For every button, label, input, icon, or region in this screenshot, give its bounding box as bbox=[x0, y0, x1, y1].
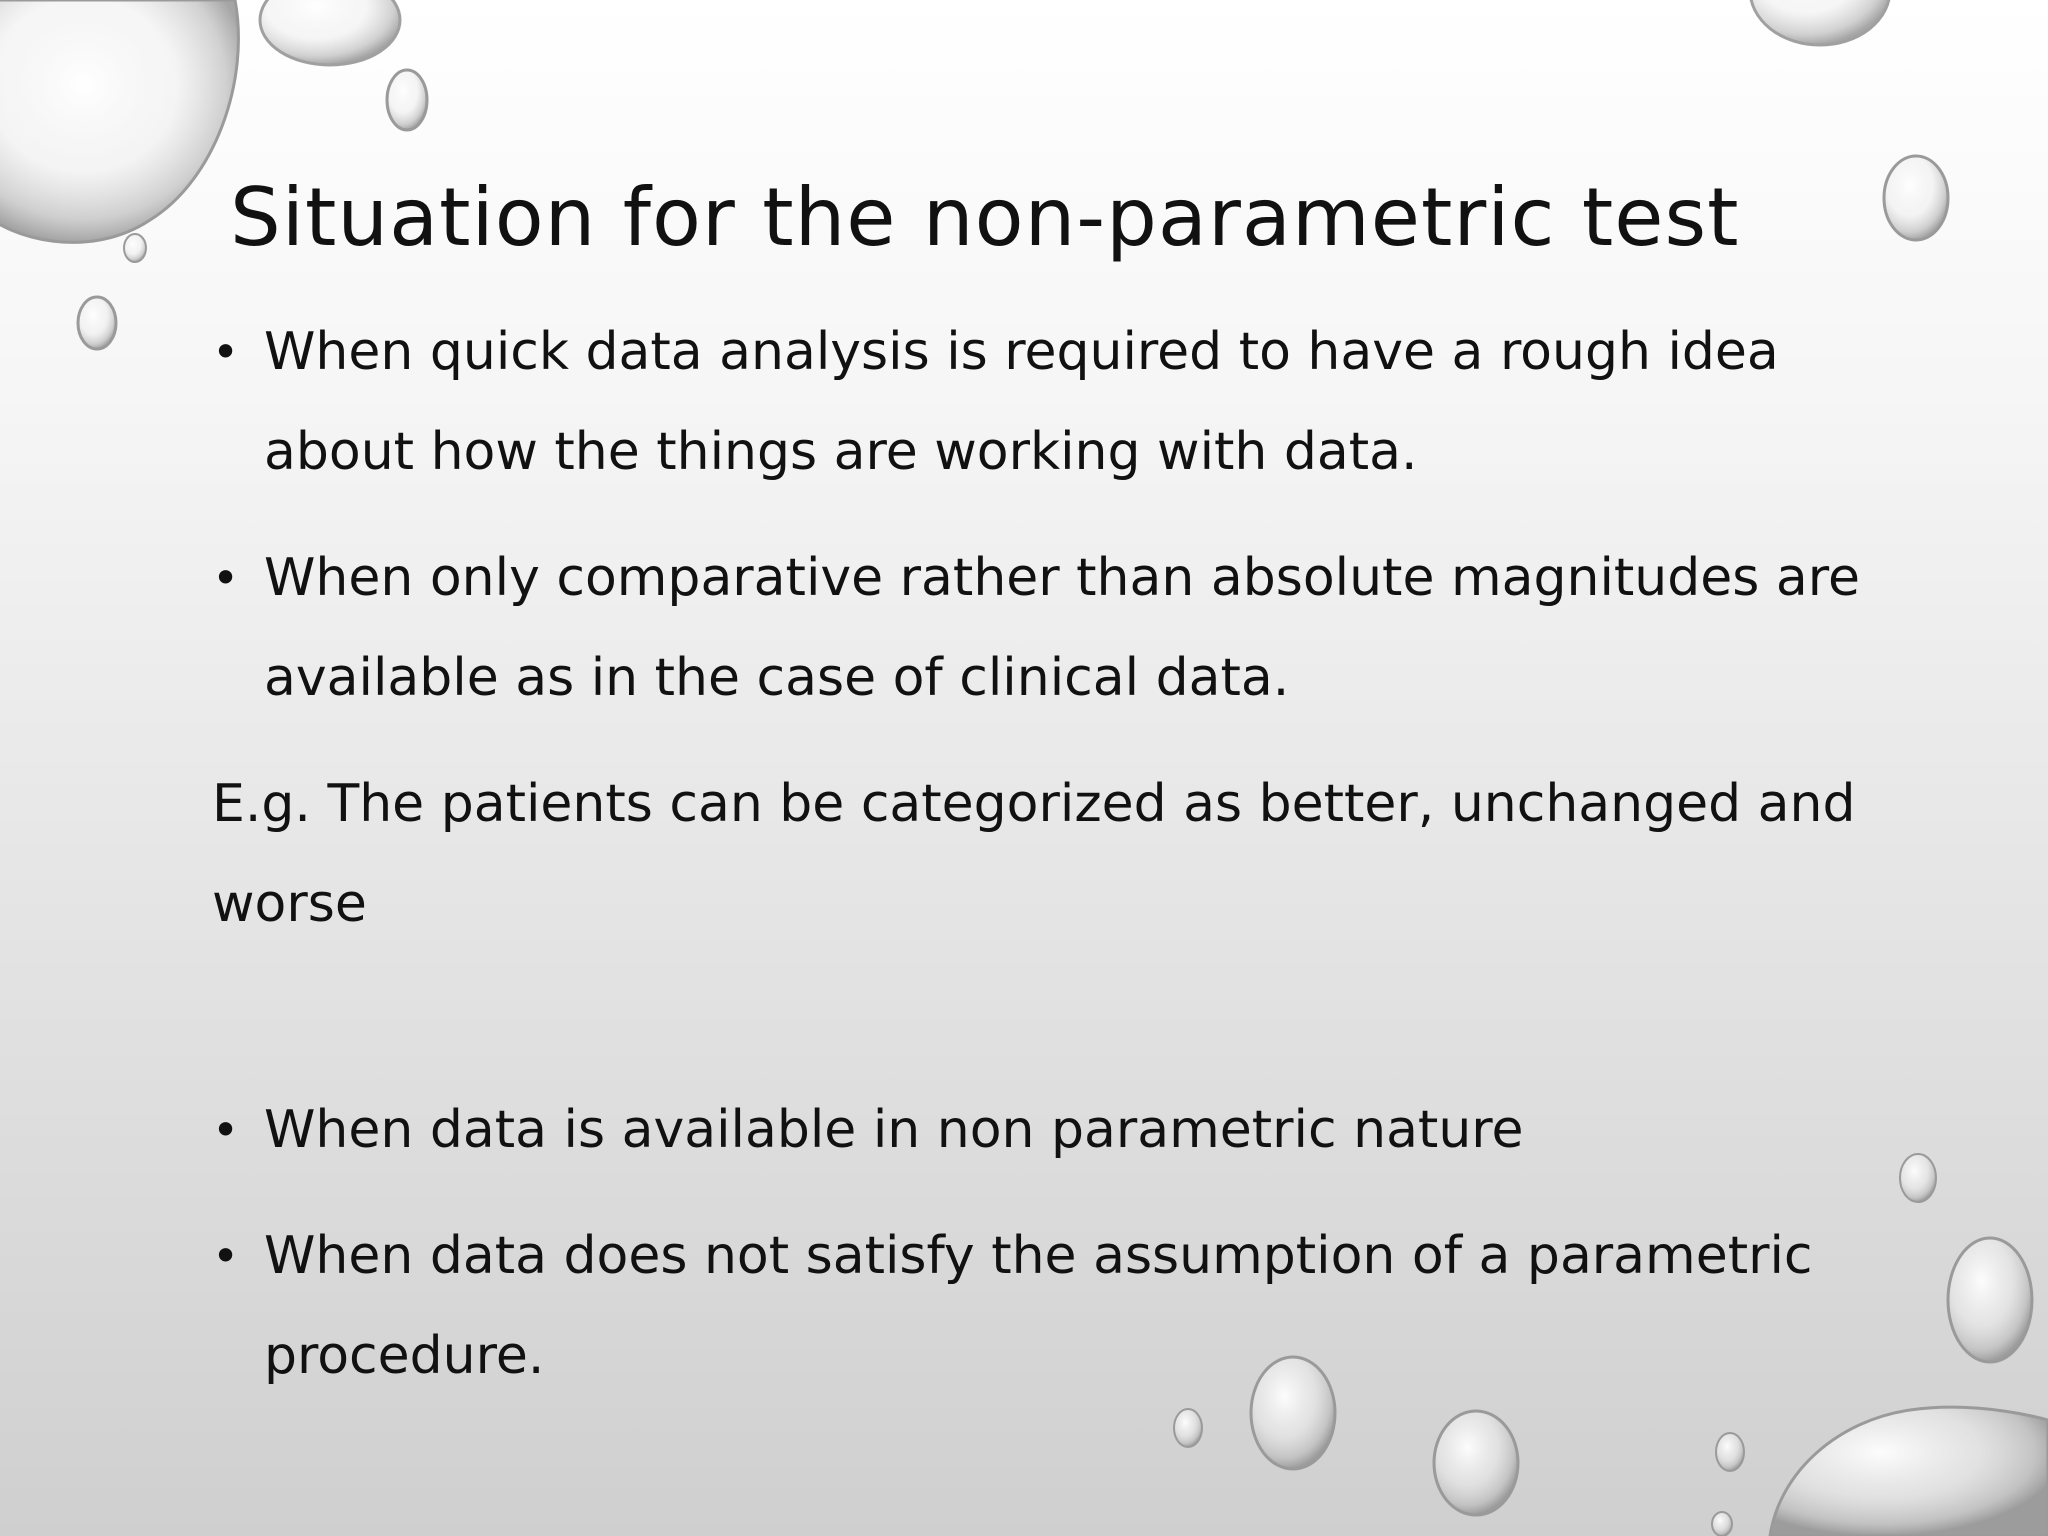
bullet-text: When only comparative rather than absolute magnitudes are available as in the case of clinical data. bbox=[264, 548, 1860, 708]
bullet-item bbox=[212, 302, 1932, 502]
drop-top-right-arc bbox=[1750, 0, 1890, 45]
bullet-icon: • bbox=[212, 325, 240, 379]
drop-top-left-large bbox=[0, 0, 238, 242]
bullet-item bbox=[212, 1080, 1932, 1180]
slide-title: Situation for the non-parametric test bbox=[230, 171, 1740, 264]
bullet-icon: • bbox=[212, 1103, 240, 1157]
bullet-item bbox=[212, 528, 1932, 728]
drop-bottom-5 bbox=[1712, 1512, 1732, 1536]
drop-small-3 bbox=[78, 297, 116, 349]
bullet-icon: • bbox=[212, 551, 240, 605]
drop-small-2 bbox=[124, 234, 146, 262]
drop-right-1 bbox=[1884, 156, 1948, 240]
spacer bbox=[212, 954, 1932, 1080]
bullet-item bbox=[212, 1206, 1932, 1406]
bullet-text: When data is available in non parametric nature bbox=[264, 1100, 1524, 1160]
bullet-text: When data does not satisfy the assumption of a parametric procedure. bbox=[264, 1226, 1813, 1386]
drop-bottom-4 bbox=[1716, 1433, 1744, 1471]
slide-content bbox=[212, 302, 1932, 1432]
bullet-icon: • bbox=[212, 1229, 240, 1283]
drop-top-left-arc bbox=[260, 0, 400, 65]
bullet-text: When quick data analysis is required to have a rough idea about how the things are working with data. bbox=[264, 322, 1779, 482]
drop-right-3 bbox=[1948, 1238, 2032, 1362]
example-text: E.g. The patients can be categorized as better, unchanged and worse bbox=[212, 774, 1856, 934]
drop-small-1 bbox=[387, 70, 427, 130]
